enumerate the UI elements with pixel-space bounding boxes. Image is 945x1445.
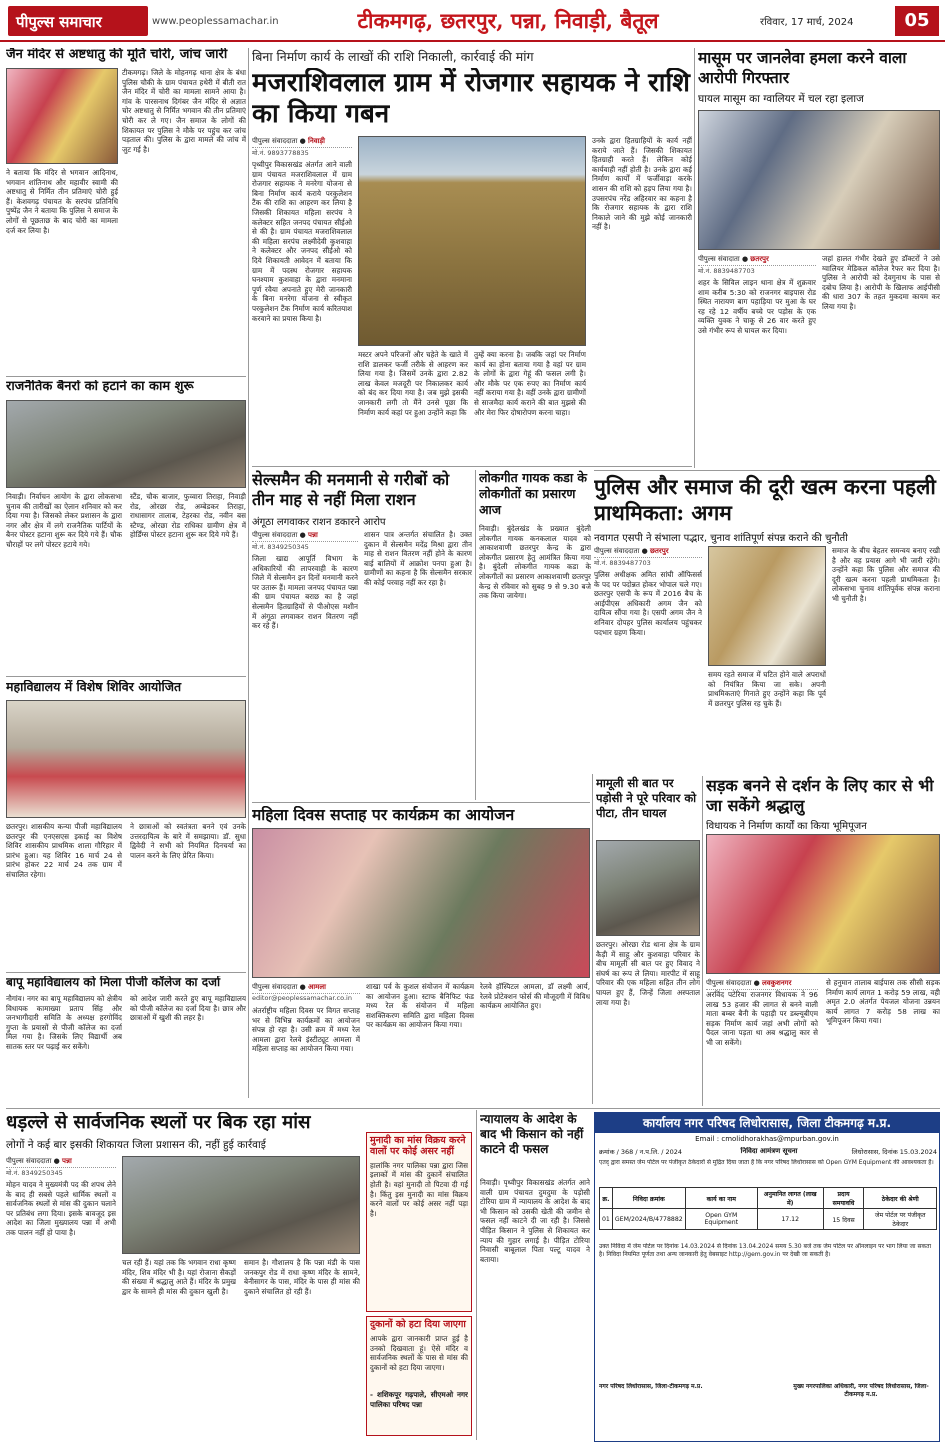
article-body-mgnrega-4: उनके द्वारा हितग्राहियों के कार्य नहीं कराये जाते हैं। जिसकी शिकायत हितग्राही करते हैं। लेकिन कोई कार्यवाही नहीं होती है। उनके द्वारा कई निर्माण कार्यों में फर्जीवाड़ा करके शासन की राशि को हड़प लिया गया है। उपसरपंच नरेंद्र अहिरवार का कहना है कि रोजगार सहायक के द्वारा राशि निकाले जाने की मुझे कोई जानकारी नहीं है।	[592, 136, 692, 232]
meat-story	[6, 1112, 472, 1442]
article-body-mgnrega-3: तुम्हें क्या करना है। जबकि जहां पर निर्माण कार्य का होना बताया गया है वहां पर ग्राम के लोगों के द्वारा गेहूं की फसल लगी है। और मौके पर एक रुपए का निर्माण कार्य नहीं कराया गया है। वहीं उनके द्वारा ग्रामीणों से साजमैदा कार्य कराने की बात मुझसे की और मेरा फिर दोषारोपण करना चाहा।	[474, 350, 586, 417]
byline-attack: पीपुल्स संवादाता ● छतरपुर	[698, 254, 816, 266]
article-body-neighbor: छतरपुर। ओरछा रोड थाना क्षेत्र के ग्राम कैड़ी में साहू और कुशवाहा परिवार के बीच मामूली सी बात पर हुए विवाद ने संघर्ष का रूप ले लिया। मारपीट में साहू परिवार की एक महिला सहित तीन लोग घायल हुए हैं, जिन्हें जिला अस्पताल लाया गया है।	[596, 940, 700, 1007]
article-headline-women[interactable]: महिला दिवस सप्ताह पर कार्यक्रम का आयोजन	[252, 806, 515, 824]
article-body-banners-2: स्टैंड, चौक बाजार, फुव्वारा तिराहा, निवाड़ी रोड, ओरछा रोड, अम्बेडकर तिराहा, राधासागर तालाब, टेहरका रोड, नवीन बस स्टैण्ड, ओरछा रोड राधिका ग्रामीण क्षेत्र में होर्डिंग्स पोस्टर हटाना शुरू कर दिये गये हैं।	[130, 492, 246, 540]
tender-email[interactable]: Email : cmolidhorakhas@mpurban.gov.in	[695, 1135, 839, 1143]
article-body-police-1: पुलिस अधीक्षक अमित सांघी ऑफिसर्स के पद पर पदोन्नत होकर भोपाल चले गए। छतरपुर एसपी के रूप में 2016 बैच के आईपीएस अधिकारी अगम जैन को दायित्व सौंपा गया है। एसपी अगम जैन ने शनिवार दोपहर पुलिस कार्यालय पहुंचकर पदभार ग्रहण किया।	[594, 570, 702, 637]
byline-police: पीपुल्स संवाददाता ● छतरपुर	[594, 546, 702, 558]
byline-women: पीपुल्स संवाददाता ● आमला	[252, 982, 360, 994]
tender-intro: एतद् द्वारा समस्त जेम पोर्टल पर पंजीकृत ठेकेदारों से मुद्रित दिया जाता है कि नगर परिषद लिधोरासास को Open GYM Equipment की आवश्यकता है।	[599, 1159, 934, 1166]
tender-title: कार्यालय नगर परिषद लिधोरासास, जिला टीकमगढ़ म.प्र.	[595, 1113, 939, 1133]
injured-family-photo	[596, 840, 700, 936]
article-headline-farmer[interactable]: न्यायालय के आदेश के बाद भी किसान को नहीं काटने दी फसल	[480, 1112, 584, 1156]
article-headline-camp[interactable]: महाविद्यालय में विशेष शिविर आयोजित	[6, 680, 182, 694]
article-body-mgnrega-1: पृथ्वीपुर विकासखंड अंतर्गत आने वाली ग्राम पंचायत मजराशिवलाल में ग्राम रोजगार सहायक ने मनरेगा योजना से बिना निर्माण कार्य कराये परकुलेशन टैंक की राशि का आहरण कर लिया है जिसकी शिकायत महिला सरपंच ने कलेक्टर सहित जनपद पंचायत सीईओ से की है। ग्राम पंचायत मजराशिवलाल की महिला सरपंच लक्ष्मीदेवी कुशवाहा ने कलेक्टर और जनपद सीईओ को दिये शिकायती आवेदन में बताया कि ग्राम में पदस्थ रोजगार सहायक घनश्याम कुशवाहा के द्वारा मनमाना पूर्ण रवैया अपनाते हुए मेरी जानकारी के बिना मनरेगा योजना से स्वीकृत परकुलेशन टैंक निर्माण कार्य करितयाश करवाने का प्रयास किया है।	[252, 160, 352, 323]
jain-temple-photo	[6, 68, 118, 164]
article-headline-banners[interactable]: राजनैतिक बैनरों को हटाने का काम शुरू	[6, 380, 194, 394]
article-body-women-3: रेलवे हॉस्पिटल आमला, डॉ लक्ष्मी आर्य, रेलवे प्रोटेक्शन फोर्स की मौजूदगी में विविध कार्यक्रम आयोजित हुए।	[480, 982, 590, 1011]
edition-title: टीकमगढ़, छतरपुर, पन्ना, निवाड़ी, बैतूल	[357, 8, 659, 33]
tender-table-wrap	[599, 1187, 937, 1230]
mobile-police: मो.नं. 8839487703	[594, 559, 651, 567]
article-headline-ration[interactable]: सेल्समैन की मनमानी से गरीबों को तीन माह से नहीं मिला राशन	[252, 470, 450, 509]
tender-sign-right: मुख्य नगरपालिका अधिकारी, नगर परिषद लिधोरासास, जिला-टीकमगढ़ म.प्र.	[793, 1383, 929, 1398]
tender-date: लिधोरासास, दिनांक 15.03.2024	[851, 1148, 937, 1156]
mobile-ration: मो.नं. 8349250345	[252, 543, 309, 551]
cmo-quote-box	[366, 1316, 472, 1436]
newspaper-logo[interactable]: पीपुल्स समाचार	[8, 6, 148, 36]
attack-story	[698, 48, 940, 468]
article-body-jain-2: ने बताया कि मंदिर से भगवान आदिनाथ, भगवान शांतिनाथ और महावीर स्वामी की अष्टधातु से निर्मित तीन प्रतिमाएं चोरी हुई हैं। केशवगढ़ पंचायत के सरपंच प्रतिनिधि पुष्पेंद्र जैन ने बताया कि पुलिस ने समाज के लोगों से पूछताछ के बाद चोरी का मामला दर्ज कर लिया है।	[6, 168, 118, 235]
munadi-box-body: हालांकि नगर पालिका पन्ना द्वारा जिस इलाकों में मांस की दुकानें संचालित होती है। वहां मुनादी तो पिटवा दी गई है। किंतु इस मुनादी का मांस विक्रय करने वालों पर कोई असर नहीं पड़ा है।	[370, 1160, 468, 1218]
article-body-pgcollege-2: को आदेश जारी करते हुए बापू महाविद्यालय को पीजी कॉलेज का दर्जा दिया है। छात्र और छात्राओं में खुशी की लहर है।	[130, 994, 246, 1023]
article-body-meat-3: समान है। गौशालय है कि पन्ना मंडी के पास जनकपुर रोड में राधा कृष्ण मंदिर के सामने, बेनीसागर के पास, मंदिर के पास ही मांस की दुकाने संचालित हो रही हैं।	[244, 1258, 360, 1296]
article-subhead-meat: लोगों ने कई बार इसकी शिकायत जिला प्रशासन की, नहीं हुई कार्रवाई	[6, 1139, 266, 1151]
byline-road: पीपुल्स संवाददाता ● लवकुशनगर	[706, 978, 818, 990]
cmo-box-headline: दुकानों को हटा दिया जाएगा	[370, 1319, 466, 1330]
cmo-box-body: आपके द्वारा जानकारी प्राप्त हुई है उनको दिखवाता हूं। ऐसे मंदिर व सार्वजनिक स्थलों के पास से मांस की दुकानों को हटा दिया जाएगा।	[370, 1333, 468, 1372]
article-body-ration-2: शासन पात्र अन्तर्गत संचालित है। उक्त दुकान में सेल्समैन मदेंद्र मिश्रा द्वारा तीन माह से राशन वितरण नहीं होने के कारण बाई बालियों में आक्रोश पनपा हुआ है। ग्रामीणों का कहना है कि सेल्समैन सरकार की कोई परवाह नहीं कर रहा है।	[364, 530, 472, 587]
article-body-farmer: निवाड़ी। पृथ्वीपुर विकासखंड अंतर्गत आने वाली ग्राम पंचायत दुमदुमा के पड़ोसी टोरिया ग्राम में न्यायालय के आदेश के बाद भी किसान को उसकी खेती की जमीन से फसल नहीं काटने दी जा रही है। जिससे पीड़ित किसान ने पुलिस से शिकायत कर न्याय की गुहार लगाई है। पीड़ित टोरिया निवासी बाबूलाल पिता पल्टू यादव ने बताया।	[480, 1178, 590, 1264]
neighbor-story	[596, 776, 700, 1106]
article-headline-meat[interactable]: धड़ल्ले से सार्वजनिक स्थलों पर बिक रहा मांस	[6, 1112, 311, 1133]
article-headline-road[interactable]: सड़क बनने से दर्शन के लिए कार से भी जा सकेंगे श्रद्धालु	[706, 776, 934, 815]
article-body-camp: छतरपुर। शासकीय कन्या पीजी महाविद्यालय छतरपुर की एनएसएस इकाई का विशेष शिविर शासकीय प्राथमिक शाला गौरिहार में प्रारंभ हुआ। यह शिविर 16 मार्च 24 से प्रारंभ होकर 22 मार्च 24 तक ग्राम में संचालित रहेगा।	[6, 822, 122, 879]
article-headline-jain[interactable]: जैन मंदिर से अष्टधातु की मूर्ति चोरी, जांच जारी	[6, 48, 228, 62]
article-headline-neighbor[interactable]: मामूली सी बात पर पड़ोसी ने पूरे परिवार को पीटा, तीन घायल	[596, 776, 697, 820]
byline-mgnrega: पीपुल्स संवाददाता ● निवाड़ी	[252, 136, 352, 148]
police-story	[594, 474, 940, 774]
mgnrega-story	[252, 48, 692, 468]
folk-story	[479, 470, 591, 800]
article-headline-mgnrega[interactable]: मजराशिवलाल ग्राम में रोजगार सहायक ने राशि का किया गबन	[252, 68, 690, 129]
issue-date: रविवार, 17 मार्च, 2024	[760, 17, 854, 28]
banner-removal-photo	[6, 400, 246, 488]
women-day-photo	[252, 828, 590, 978]
police-photo-caption: समय रहते समाज में घटित होने वाले अपराधों को नियंत्रित किया जा सके। अपनी प्राथमिकताएं गिनाते हुए उन्होंने कहा कि पूर्व में छतरपुर पुलिस रह चुके हैं।	[708, 670, 826, 708]
table-row: 01 GEM/2024/B/4778882 Open GYM Equipment 17.12 15 दिवस जेम पोर्टल पर पंजीकृत ठेकेदार	[600, 1209, 937, 1230]
byline-meat: पीपुल्स संवाददाता ● पन्ना	[6, 1156, 116, 1168]
article-subhead-road: विधायक ने निर्माण कार्यों का किया भूमिपूजन	[706, 821, 867, 832]
bhoomipujan-photo	[706, 834, 940, 974]
article-headline-pgcollege[interactable]: बापू महाविद्यालय को मिला पीजी कॉलेज का दर्जा	[6, 976, 221, 989]
mobile-mgnrega: मो.नं. 9893778835	[252, 149, 309, 157]
article-body-road-1: अरविंद पटेरिया राजनगर विधायक ने 96 लाख 53 हजार की लागत से बनने वाली माता बम्बर बैनी के पहाड़ी पर डब्ल्यूबीएम सड़क निर्माण कार्य जहां अभी लोगों को पैदल जाना पड़ता था अब श्रद्धालु कार से भी जा सकेंगे।	[706, 990, 818, 1047]
article-body-mgnrega-2: मस्टर अपने परिजनों और चहेते के खाते में राशि डालकर फर्जी तरीके से आहरण कर लिया गया है। जिसमें उनके द्वारा 2.82 लाख केवल मजदूरी पर निकालकर कार्य को बंद कर दिया गया है। जब मुझे इसकी जानकारी लगी तो मैंने उनसे पूछा कि निर्माण कार्य कहां पर हुआ उन्होंने कहा कि	[358, 350, 468, 417]
police-sp-photo	[708, 546, 826, 666]
cmo-box-sign: - शशिकपूर गढ़पाले, सीएमओ नगर पालिका परिषद पन्ना	[370, 1389, 468, 1409]
mobile-meat: मो.नं. 8349250345	[6, 1169, 63, 1177]
article-body-women-2: शाखा पर्व के कुशल संयोजन में कार्यक्रम का आयोजन हुआ। स्टाफ बैनिफिट फंड मध्य रेल के संयोजन में महिला सशक्तिकरण समिति द्वारा महिला दिवस पर कार्यक्रम का आयोजन किया गया।	[366, 982, 474, 1030]
article-headline-folk[interactable]: लोकगीत गायक कडा के लोकगीतों का प्रसारण आज	[479, 470, 588, 517]
article-body-banners: निवाड़ी। निर्वाचन आयोग के द्वारा लोकसभा चुनाव की तारीखों का ऐलान शनिवार को कर दिया गया है। जिसको लेकर प्रशासन के द्वारा नगर और क्षेत्र में लगे राजनैतिक पार्टियों के बैनर पोस्टर हटाना शुरू कर दिये गये हैं। चौक चौराहों पर लगे पोस्टर हटाये गये।	[6, 492, 122, 549]
article-subhead-ration: अंगूठा लगवाकर राशन डकारने आरोप	[252, 517, 386, 528]
article-body-women-1: अंतर्राष्ट्रीय महिला दिवस पर विगत सप्ताह भर से विभिन्न कार्यक्रमों का आयोजन संपन्न हो रहा है। उसी क्रम में मध्य रेल आमला द्वारा रेलवे इंस्टीट्यूट आमला में महिला सप्ताह का आयोजन किया गया।	[252, 1006, 360, 1054]
tender-col-cost: अनुमानित लागत (लाख में)	[757, 1188, 823, 1209]
article-body-police-2: समाज के बीच बेहतर समन्वय बनाए रखी है और वह प्रयास आगे भी जारी रहेंगे। उन्होंने कहा कि पुलिस और समाज की दूरी खत्म करना पहली प्राथमिकता है। लोकसभा चुनाव शांतिपूर्वक संपन्न कराना भी चुनौती है।	[832, 546, 940, 603]
tender-ref: क्रमांक / 368 / न.प.लि. / 2024	[599, 1148, 683, 1156]
article-body-jain: टीकमगढ़। जिले के मोहनगढ़ थाना क्षेत्र के बंधा पुलिस चौकी के ग्राम पंचायत हथेरी में बीती रात जैन मंदिर में चोरी का मामला सामने आया है। गांव के पारसनाथ दिगंबर जैन मंदिर से अज्ञात चोर अष्टधातु से निर्मित भगवान की तीन प्रतिमाएं चोरी कर ले गए। जैन समाज के लोगों की शिकायत पर पुलिस ने मौके पर पहुंच कर जांच पड़ताल की। पुलिस के द्वारा मामले की जांच में जुट गई है।	[122, 68, 246, 154]
article-subhead-attack: घायल मासूम का ग्वालियर में चल रहा इलाज	[698, 93, 864, 105]
meat-shop-photo	[122, 1156, 360, 1254]
college-camp-photo	[6, 700, 246, 818]
wheat-field-photo	[358, 136, 586, 346]
email-women[interactable]: editor@peoplessamachar.co.in	[252, 994, 352, 1002]
article-headline-police[interactable]: पुलिस और समाज की दूरी खत्म करना पहली प्राथमिकता: अगम	[594, 474, 936, 525]
article-subhead-police: नवागत एसपी ने संभाला पद्भार, चुनाव शांतिपूर्ण संपन्न कराने की चुनौती	[594, 533, 848, 544]
article-body-pgcollege: नौगांव। नगर का बापू महाविद्यालय को क्षेत्रीय विधायक कामाख्या प्रताप सिंह और जनभागीदारी समिति के अध्यक्ष हरगोविंद गुप्ता के प्रयासों से पीजी कॉलेज का दर्जा मिल गया है। जिसके लिए विद्यार्थी अब सातक स्तर पर पढ़ाई कर सकेंगे।	[6, 994, 122, 1051]
munadi-box	[366, 1132, 472, 1312]
tender-col-period: प्रदाय समयावधि	[823, 1188, 864, 1209]
tender-table	[599, 1187, 937, 1230]
article-kicker-mgnrega: बिना निर्माण कार्य के लाखों की राशि निकाली, कार्रवाई की मांग	[252, 49, 534, 64]
article-body-camp-2: ने छात्राओं को स्वतंत्रता बनने एवं उनके उत्तरदायित्व के बारे में समझाया। डॉ. सुधा द्विवेदी ने सभी को नियमित दिनचर्या का पालन करने के लिए प्रेरित किया।	[130, 822, 246, 860]
tender-col-category: ठेकेदार की श्रेणी	[864, 1188, 937, 1209]
article-body-folk: निवाड़ी। बुंदेलखंड के प्रख्यात बुंदेली लोकगीत गायक कनकलाल यादव को आकाशवाणी छतरपुर केन्द्र के द्वारा लोकगीत प्रसारण हेतु आमंत्रित किया गया है। बुंदेली लोकगीत गायक कडा के लोकगीतों का प्रसारण आकाशवाणी छतरपुर केन्द्र से रविवार को सुबह 9 से 9.30 बजे तक किया जायेगा।	[479, 524, 591, 601]
tender-notice-label: निविदा आमंत्रण सूचना	[740, 1147, 798, 1155]
article-body-road-2: से हनुमान तालाब बाईपास तक सीसी सड़क निर्माण कार्य लागत 1 करोड़ 59 लाख, वही अमृत 2.0 अंतर्गत पेयजल योजना उन्नयन कार्य लागत 7 करोड़ 58 लाख का भूमिपूजन किया गया।	[826, 978, 940, 1026]
farmer-story	[480, 1112, 590, 1442]
tender-notes: उक्त निविदा में जेम पोर्टल पर दिनांक 14.03.2024 से दिनांक 13.04.2024 समय 5.30 बजे तक जेम पोर्टल पर ऑनलाइन पर भाग लिया जा सकता है। निविदा नियमित पूर्णता तथा अन्य जानकारी हेतु वेबसाइट http://gem.gov.in पर देखी जा सकती है।	[599, 1243, 932, 1258]
page-number: 05	[895, 6, 939, 36]
article-body-meat-1: मोहन यादव ने मुख्यमंत्री पद की शपथ लेने के बाद ही सबसे पहले धार्मिक स्थलों व सार्वजनिक स्थलों से मांस की दुकान चलाने पर प्रतिबंध लगा दिया। इसके बावजूद इस आदेश का जिला मुख्यालय पन्ना में अभी तक पालन नहीं हो पाया है।	[6, 1180, 116, 1237]
ration-story	[252, 470, 472, 800]
women-day-story	[252, 806, 590, 1106]
masthead	[0, 0, 945, 42]
article-body-ration-1: जिला खाद्य आपूर्ति विभाग के अधिकारियों की लापरवाही के कारण जिले में सेल्समैन इन दिनों मनमानी करने पर उतारू हैं। मामला जनपद पंचायत पन्ना की ग्राम पंचायत बराछ का है जहां सेल्समैन हितग्राहियों से पीओएस मशीन में अंगूठा लगवाकर राशन वितरण नहीं कर रहे हैं।	[252, 554, 358, 631]
article-body-attack-1: शहर के सिविल लाइन थाना क्षेत्र में शुक्रवार शाम करीब 5:30 को राजनगर बाइपास रोड स्थित नारायण बाग पहाड़िया पर मुआ के घर रह रहे 12 वर्षीय बच्चे पर पड़ोस के एक व्यक्ति युवक ने चाकू से 26 वार करते हुए उसे गंभीर रूप से घायल कर दिया।	[698, 278, 816, 335]
road-story	[706, 776, 940, 1106]
article-headline-attack[interactable]: मासूम पर जानलेवा हमला करने वाला आरोपी गिरफ्तार	[698, 48, 907, 87]
tender-col-work: कार्य का नाम	[685, 1188, 757, 1209]
article-body-attack-2: जहां हालत गंभीर देखते हुए डॉक्टरों ने उसे ग्वालियर मेडिकल कॉलेज रैफर कर दिया है। पुलिस ने आरोपी को देवगुनाथ के पास से दबोच लिया है। आरोपी के खिलाफ आईपीसी की धारा 307 के तहत मुकदमा कायम कर लिया गया है।	[822, 254, 940, 311]
munadi-box-headline: मुनादी का मांस विक्रय करने वालों पर कोई असर नहीं	[370, 1135, 466, 1157]
tender-notice	[594, 1112, 940, 1442]
tender-col-sno: क्र.	[600, 1188, 613, 1209]
byline-ration: पीपुल्स संवाददाता ● पन्ना	[252, 530, 358, 542]
hospital-photo	[698, 110, 940, 250]
website-url[interactable]: www.peoplessamachar.in	[152, 16, 279, 27]
tender-sign-left: नगर परिषद लिधोरासास, जिला-टीकमगढ़ म.प्र.	[599, 1383, 703, 1390]
tender-col-number: निविदा क्रमांक	[612, 1188, 685, 1209]
article-body-meat-2: चल रही हैं। यहां तक कि भगवान राधा कृष्ण मंदिर, शिव मंदिर भी है। यहां रोजाना सैकड़ों की संख्या में श्रद्धालु आते हैं। मंदिर के प्रमुख द्वार के सामने ही मांस की दुकान खुली है।	[122, 1258, 236, 1296]
mobile-attack: मो.नं. 8839487703	[698, 267, 755, 275]
